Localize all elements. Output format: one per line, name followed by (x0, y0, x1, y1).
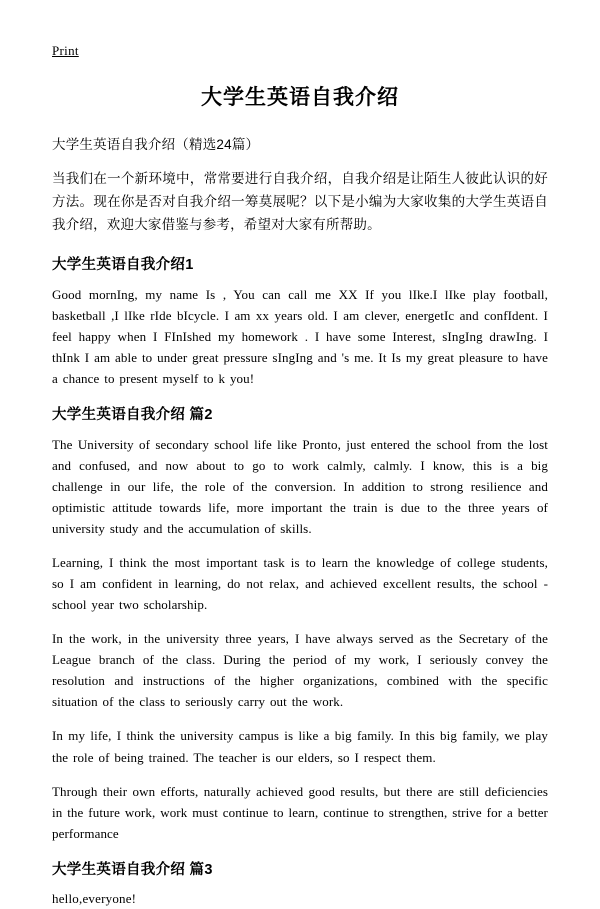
section-2-paragraph-4: In my life, I think the university campus is like a big family. In this big family, we play the role of being trained. The teacher is our elders, so I respect them. (52, 728, 548, 765)
section-heading-3: 大学生英语自我介绍 篇3 (52, 861, 213, 878)
section-2-paragraph-3: In the work, in the university three years, I have always served as the Secretary of the League branch of the class. During the period of my work, I seriously convey the resolution and instructions of the higher organizations, combined with the specific situation of the class to seriously carry out the work. (52, 631, 548, 710)
page-title: 大学生英语自我介绍 (201, 86, 399, 109)
document-intro: 当我们在一个新环境中，常常要进行自我介绍，自我介绍是让陌生人彼此认识的好方法。现在你是否对自我介绍一筹莫展呢？以下是小编为大家收集的大学生英语自我介绍，欢迎大家借鉴与参考，希望对大家有所帮助。 (52, 171, 548, 233)
section-heading-2: 大学生英语自我介绍 篇2 (52, 406, 213, 423)
section-2-paragraph-1: The University of secondary school life like Pronto, just entered the school from the lost and confused, and now about to go to work calmly, calmly. I know, this is a big challenge in our life, the role of the conversion. In addition to strong resilience and optimistic attitude towards life, more important the train is due to the three years of university study and the accumulation of skills. (52, 436, 548, 537)
print-button[interactable]: Print (52, 43, 79, 58)
section-1-paragraph-1: Good mornIng, my name Is , You can call me XX If you lIke.I lIke play football, basketball ,I lIke rIde bIcycle. I am xx years old. I am clever, energetIc and confIdent. I feel happy when I FInIshed my homework . I have some Interest, sIngIng drawIng. I thInk I am able to under great pressure sIngIng and 's me. It Is my great pleasure to have a chance to present myself to k you! (52, 286, 548, 386)
document-subtitle: 大学生英语自我介绍（精选24篇） (52, 137, 260, 152)
section-heading-1: 大学生英语自我介绍1 (52, 256, 194, 273)
section-2-paragraph-2: Learning, I think the most important task is to learn the knowledge of college students, so I am confident in learning, do not relax, and achieved excellent results, the school - school year two scholarship. (52, 555, 548, 613)
section-3-paragraph-1: hello,everyone! (52, 890, 137, 906)
section-2-paragraph-5: Through their own efforts, naturally achieved good results, but there are still deficiencies in the future work, work must continue to learn, continue to strengthen, strive for a better performance (52, 783, 548, 841)
